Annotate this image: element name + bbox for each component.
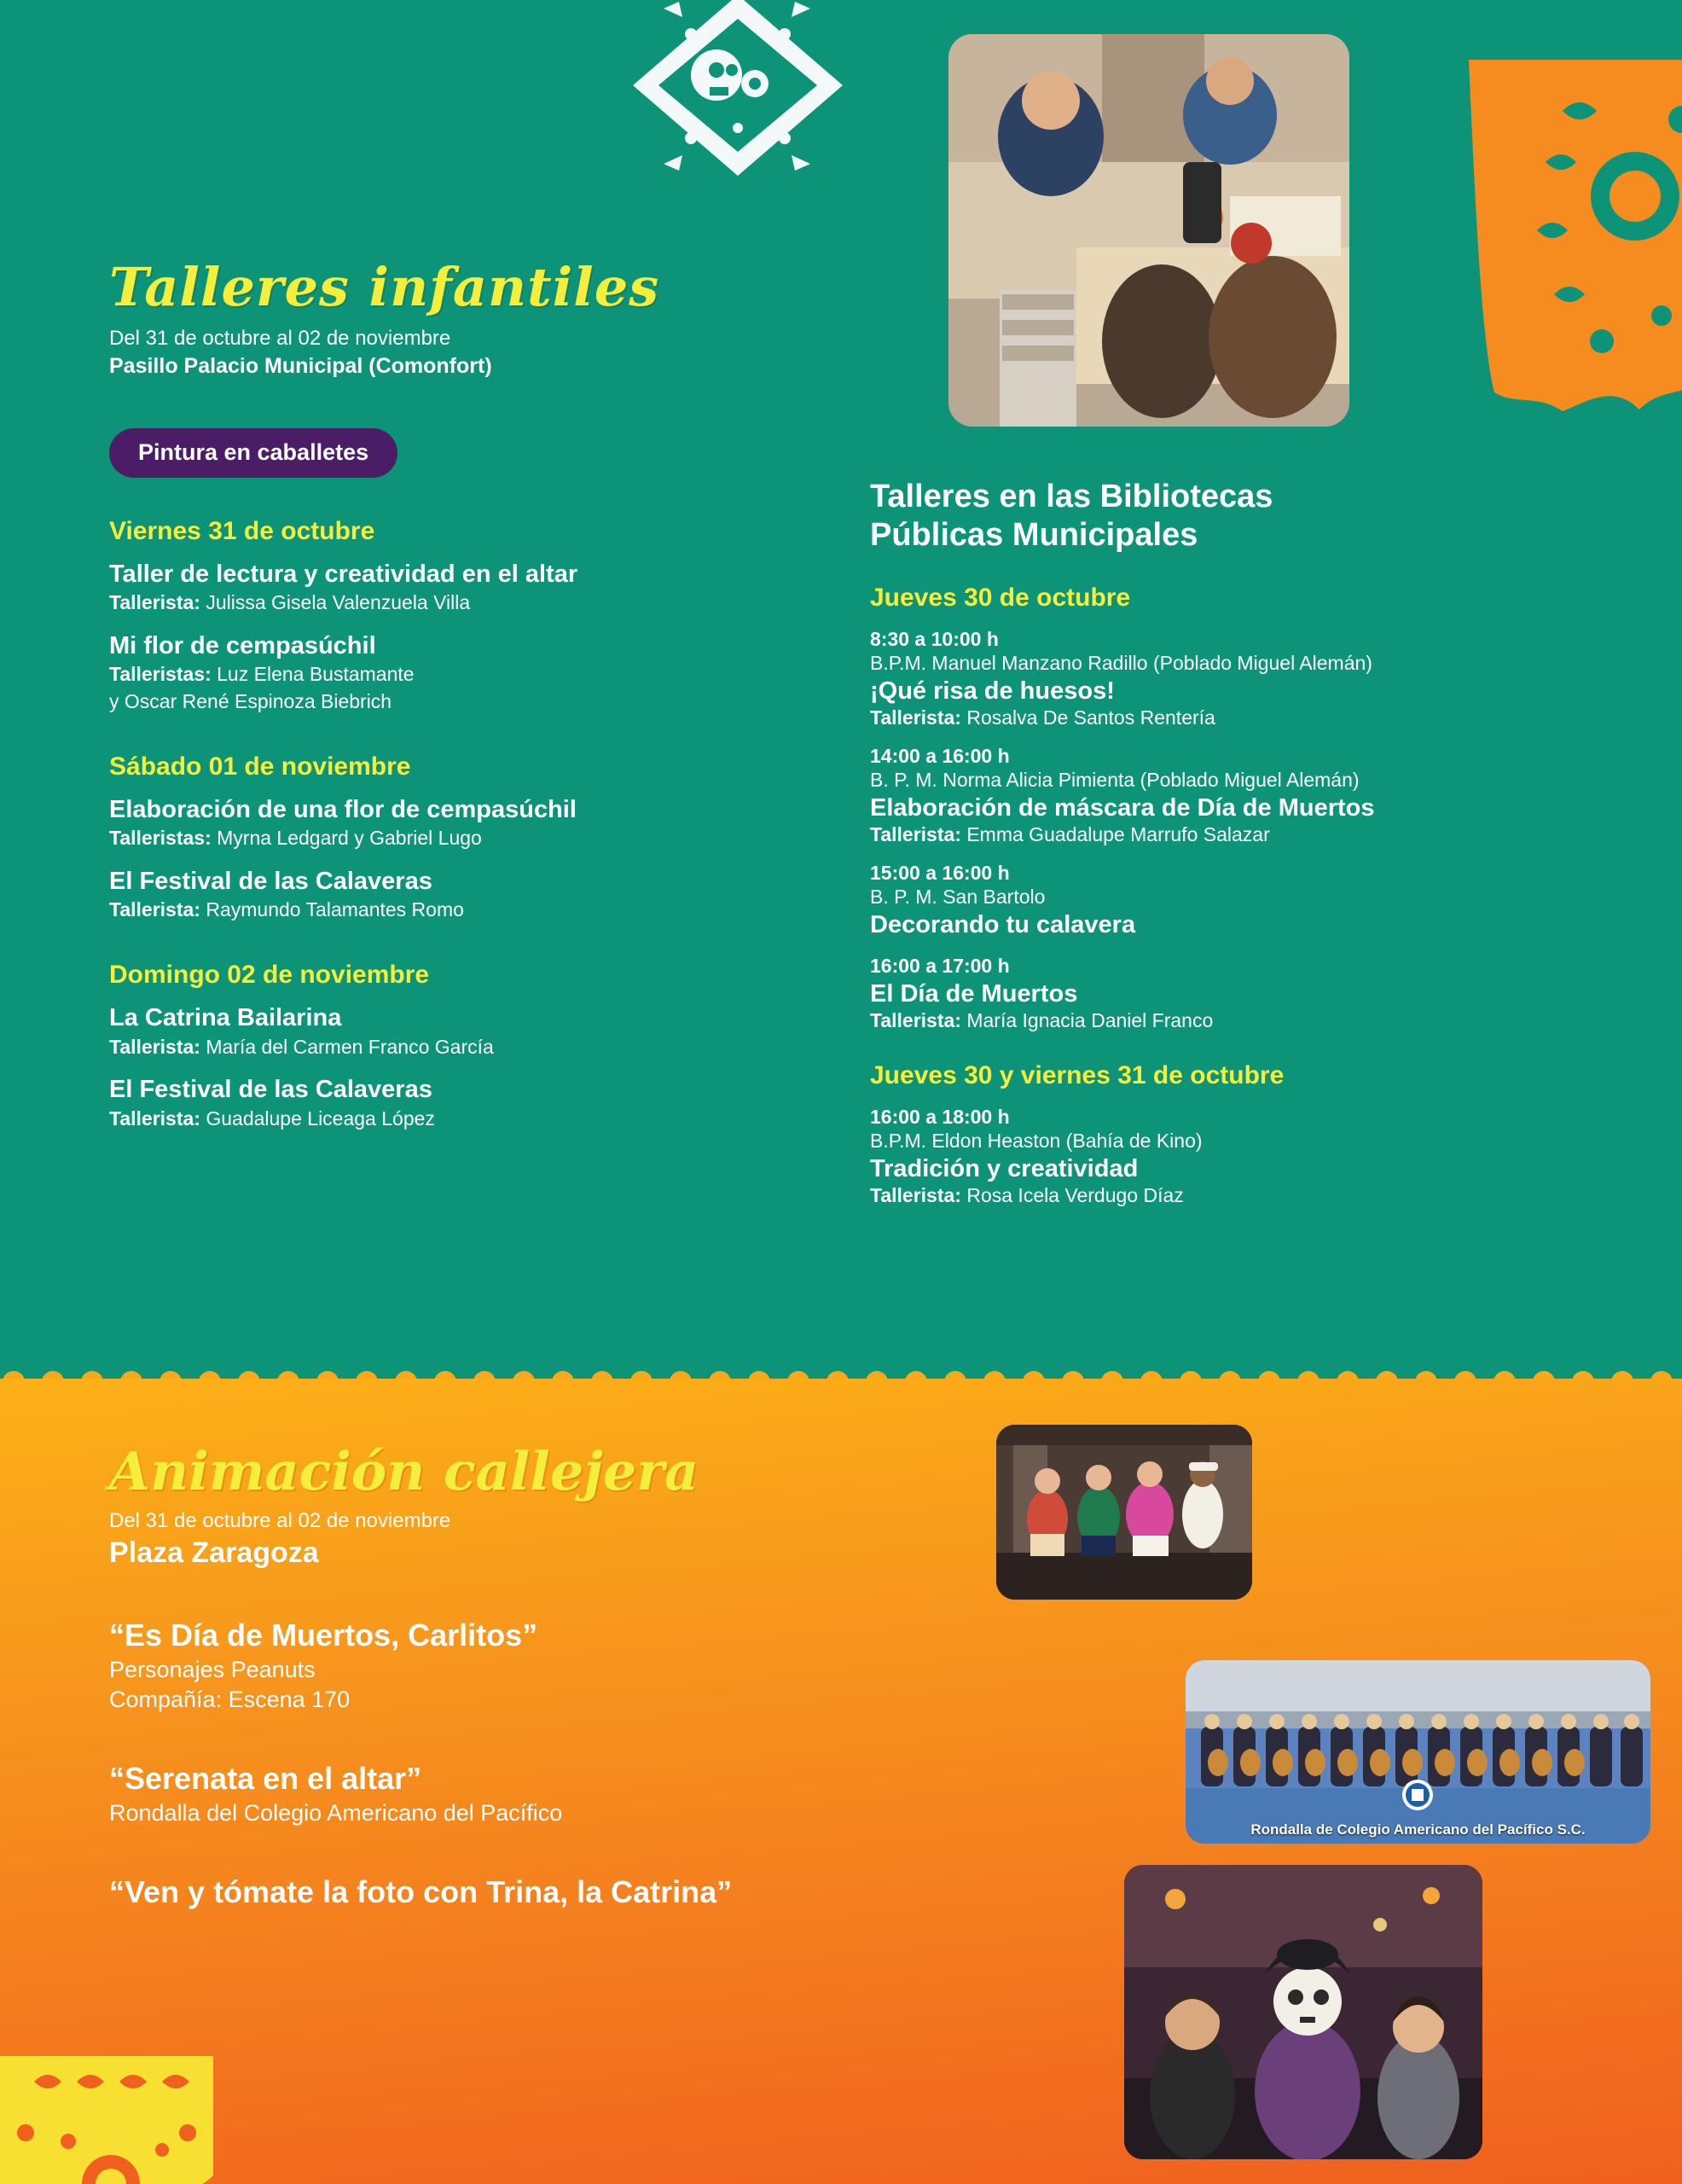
bibliotecas-section — [870, 478, 1621, 1207]
bibliotecas-heading — [870, 478, 1621, 555]
act-title: “Ven y tómate la foto con Trina, la Catrina” — [109, 1874, 733, 1909]
library-place: B.P.M. Eldon Heaston (Bahía de Kino) — [870, 1129, 1203, 1152]
library-time: 16:00 a 18:00 h — [870, 1105, 1010, 1128]
animacion-left-column — [109, 1440, 979, 1910]
library-title: El Día de Muertos — [870, 979, 1078, 1008]
act-title: “Es Día de Muertos, Carlitos” — [109, 1618, 538, 1653]
library-names: María Ignacia Daniel Franco — [966, 1008, 1214, 1031]
workshop-tallerista — [109, 897, 877, 923]
workshop-tallerista — [109, 590, 877, 616]
library-place: B. P. M. San Bartolo — [870, 885, 1046, 908]
scallop-divider — [0, 1365, 1682, 1379]
workshop-title: El Festival de las Calaveras — [109, 1076, 432, 1104]
top-date-range: Del 31 de octubre al 02 de noviembre — [109, 327, 451, 350]
day-label-sabado-01: Sábado 01 de noviembre — [109, 752, 411, 781]
badge-pintura-en-caballetes: Pintura en caballetes — [109, 428, 397, 478]
animacion-callejera-section — [0, 1379, 1682, 2184]
workshop-title: Elaboración de una flor de cempasúchil — [109, 796, 577, 824]
workshop-item — [109, 560, 877, 616]
library-item — [870, 955, 1621, 1032]
act-line2: Compañía: Escena 170 — [109, 1687, 351, 1712]
day-label-viernes-31: Viernes 31 de octubre — [109, 517, 375, 545]
library-time: 16:00 a 17:00 h — [870, 954, 1010, 977]
library-tallerista — [870, 1009, 1621, 1032]
workshop-title: La Catrina Bailarina — [109, 1004, 342, 1032]
workshop-item — [109, 867, 877, 923]
library-tallerista — [870, 706, 1621, 729]
library-item — [870, 628, 1621, 729]
library-tallerista — [870, 823, 1621, 846]
bibliotecas-heading-line2: Públicas Municipales — [870, 516, 1198, 553]
library-names: Rosa Icela Verdugo Díaz — [966, 1183, 1184, 1206]
act-title: “Serenata en el altar” — [109, 1761, 422, 1796]
workshop-names: Luz Elena Bustamante — [217, 663, 415, 686]
photo-taller-infantil — [948, 34, 1349, 427]
workshop-item — [109, 1003, 877, 1060]
library-names: Rosalva De Santos Rentería — [966, 706, 1215, 729]
library-role-label: Tallerista: — [870, 706, 961, 729]
workshop-names: Myrna Ledgard y Gabriel Lugo — [217, 827, 482, 850]
papel-picado-diamond-icon — [597, 0, 879, 213]
workshop-tallerista — [109, 826, 877, 851]
workshop-tallerista — [109, 1107, 877, 1132]
workshop-role-label: Tallerista: — [109, 898, 200, 921]
animacion-venue: Plaza Zaragoza — [109, 1536, 319, 1569]
library-time: 15:00 a 16:00 h — [870, 861, 1010, 884]
library-day-jueves-30: Jueves 30 de octubre — [870, 583, 1131, 612]
rondalla-caption: Rondalla de Colegio Americano del Pacífico S.C. — [1250, 1821, 1586, 1838]
animacion-date-range: Del 31 de octubre al 02 de noviembre — [109, 1509, 451, 1532]
day-label-domingo-02: Domingo 02 de noviembre — [109, 961, 430, 990]
papel-picado-yellow-icon — [0, 2048, 239, 2184]
library-title: Decorando tu calavera — [870, 910, 1136, 938]
workshop-role-label: Tallerista: — [109, 591, 200, 614]
library-title: Tradición y creatividad — [870, 1154, 1139, 1182]
workshop-title: Mi flor de cempasúchil — [109, 632, 376, 660]
workshop-role-label: Tallerista: — [109, 1107, 200, 1130]
act-line1: Rondalla del Colegio Americano del Pacífico — [109, 1800, 563, 1826]
workshop-role-label: Tallerista: — [109, 1035, 200, 1058]
act-line1: Personajes Peanuts — [109, 1657, 316, 1682]
workshop-tallerista — [109, 1035, 877, 1060]
workshop-item — [109, 795, 877, 851]
photo-street-performers — [996, 1425, 1252, 1600]
library-item — [870, 745, 1621, 846]
workshop-title: Taller de lectura y creatividad en el altar — [109, 561, 578, 588]
workshop-names: Raymundo Talamantes Romo — [206, 898, 464, 921]
workshop-role-label: Talleristas: — [109, 827, 212, 850]
library-names: Emma Guadalupe Marrufo Salazar — [966, 822, 1270, 845]
workshop-names: Julissa Gisela Valenzuela Villa — [206, 591, 471, 614]
library-time: 14:00 a 16:00 h — [870, 744, 1010, 767]
animacion-act — [109, 1874, 979, 1910]
bibliotecas-heading-line1: Talleres en las Bibliotecas — [870, 479, 1273, 514]
workshop-names: Guadalupe Liceaga López — [206, 1107, 435, 1130]
workshop-item — [109, 1075, 877, 1131]
workshop-names: María del Carmen Franco García — [206, 1035, 494, 1058]
library-place: B.P.M. Manuel Manzano Radillo (Poblado Miguel Alemán) — [870, 651, 1372, 674]
animacion-title: Animación callejera — [109, 1440, 699, 1502]
library-day-jueves-30-viernes-31: Jueves 30 y viernes 31 de octubre — [870, 1060, 1285, 1089]
workshop-title: El Festival de las Calaveras — [109, 868, 432, 896]
library-title: ¡Qué risa de huesos! — [870, 677, 1115, 705]
library-tallerista — [870, 1184, 1621, 1207]
library-role-label: Tallerista: — [870, 822, 961, 845]
workshop-names-line2: y Oscar René Espinoza Biebrich — [109, 690, 392, 713]
photo-catrina — [1124, 1865, 1482, 2159]
library-role-label: Tallerista: — [870, 1008, 961, 1031]
workshop-tallerista — [109, 662, 877, 688]
library-item — [870, 862, 1621, 939]
library-time: 8:30 a 10:00 h — [870, 627, 999, 650]
library-item — [870, 1106, 1621, 1207]
workshop-role-label: Talleristas: — [109, 663, 212, 686]
library-place: B. P. M. Norma Alicia Pimienta (Poblado Miguel Alemán) — [870, 768, 1360, 791]
photo-rondalla — [1186, 1660, 1650, 1844]
library-role-label: Tallerista: — [870, 1183, 961, 1206]
top-venue: Pasillo Palacio Municipal (Comonfort) — [109, 354, 492, 378]
workshop-item — [109, 631, 877, 715]
animacion-act — [109, 1618, 979, 1713]
animacion-act — [109, 1761, 979, 1827]
page-title: Talleres infantiles — [109, 256, 660, 318]
talleres-infantiles-left-column — [109, 256, 877, 1132]
papel-picado-orange-icon — [1435, 60, 1682, 427]
library-title: Elaboración de máscara de Día de Muertos — [870, 793, 1375, 822]
